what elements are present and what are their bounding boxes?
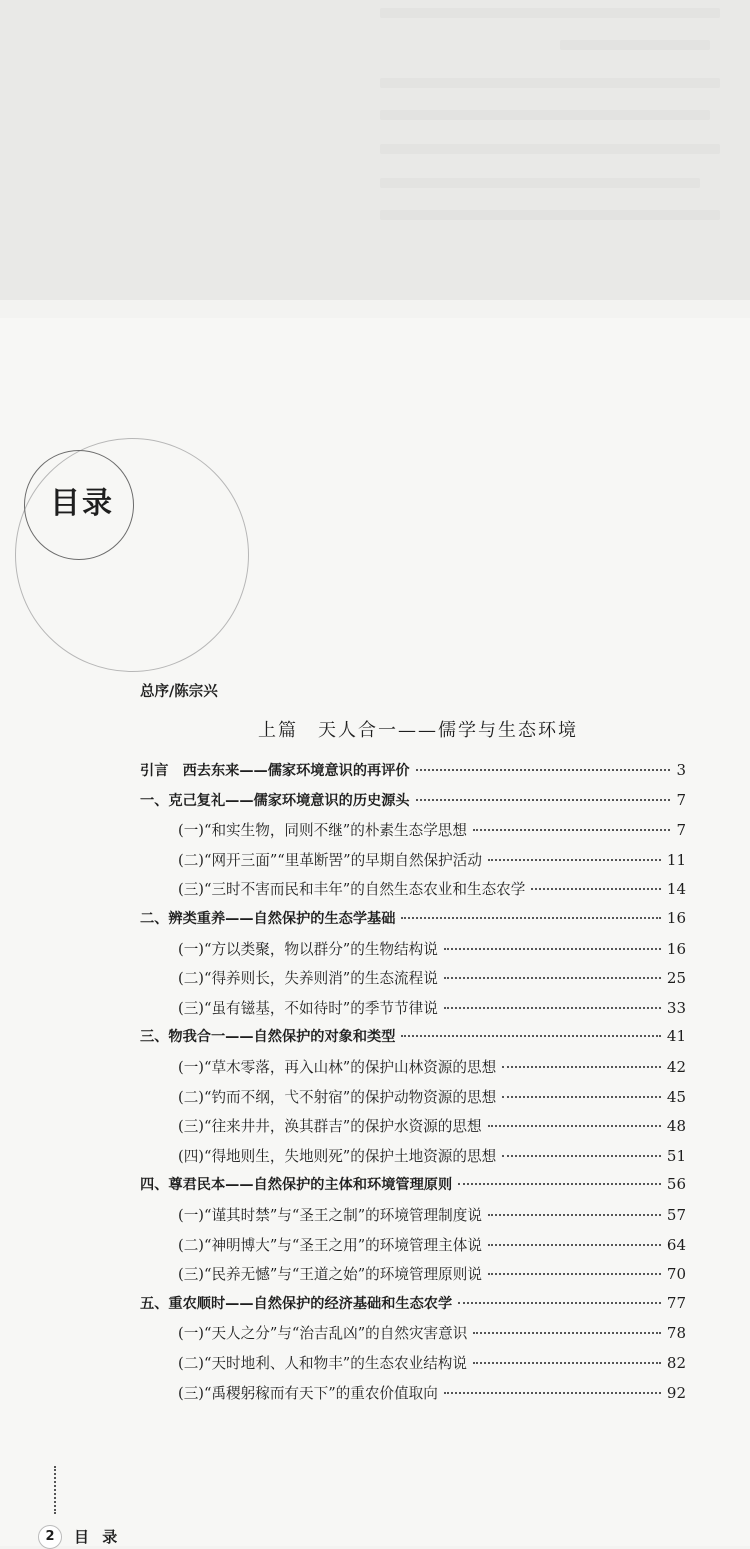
toc-entry-title: 引言 西去东来——儒家环境意识的再评价 (140, 763, 410, 779)
dot-leader (401, 917, 661, 919)
toc-entry-title: 三、物我合一——自然保护的对象和类型 (140, 1029, 396, 1046)
toc-entry-page: 7 (676, 821, 686, 840)
toc-entry-page: 92 (666, 1383, 686, 1402)
dot-leader (502, 1096, 661, 1098)
toc-entry-page: 56 (666, 1175, 686, 1194)
toc-entry-title: 四、尊君民本——自然保护的主体和环境管理原则 (140, 1177, 453, 1194)
toc-entry-title: 二、辨类重养——自然保护的生态学基础 (140, 911, 396, 927)
toc-chapter-entry[interactable] (140, 908, 686, 937)
toc-entry-title: (三)“禹稷躬稼而有天下”的重农价值取向 (178, 1384, 438, 1402)
toc-entry-page: 64 (666, 1235, 686, 1254)
dot-leader (458, 1183, 661, 1185)
dot-leader (502, 1155, 661, 1157)
toc-entry-page: 11 (666, 850, 686, 869)
toc-section-entry[interactable] (178, 1234, 686, 1263)
dot-leader (458, 1302, 661, 1304)
toc-entry-page: 41 (666, 1027, 686, 1046)
toc-entry-title: (一)“天人之分”与“治吉乱凶”的自然灾害意识 (178, 1325, 468, 1343)
dot-leader (488, 1214, 661, 1216)
toc-section-entry[interactable] (178, 1352, 686, 1381)
toc-entry-title: (四)“得地则生，失地则死”的保护土地资源的思想 (178, 1147, 497, 1165)
toc-section-entry[interactable] (178, 819, 686, 848)
dot-leader (473, 1332, 661, 1334)
dot-leader (488, 1125, 661, 1127)
toc-entry-page: 77 (666, 1293, 686, 1312)
toc-section-entry[interactable] (178, 1056, 686, 1085)
toc-section-entry[interactable] (178, 1382, 686, 1411)
dot-leader (502, 1066, 661, 1068)
dot-leader (531, 888, 661, 890)
toc-chapter-entry[interactable] (140, 760, 686, 789)
toc-entry-title: (一)“和实生物，同则不继”的朴素生态学思想 (178, 822, 467, 840)
toc-chapter-entry[interactable] (140, 1293, 686, 1322)
dot-leader (444, 1392, 661, 1394)
toc-entry-page: 45 (666, 1087, 686, 1106)
previous-page-bleed (0, 0, 750, 300)
dot-leader (488, 1273, 661, 1275)
toc-entry-title: (一)“草木零落，再入山林”的保护山林资源的思想 (178, 1059, 497, 1076)
toc-section-entry[interactable] (178, 849, 686, 878)
toc-entry-page: 25 (666, 969, 686, 988)
toc-entry-title: (一)“方以类聚，物以群分”的生物结构说 (178, 940, 438, 958)
running-footer-label: 目 录 (74, 1528, 122, 1546)
dot-leader (488, 859, 661, 861)
toc-entry-title: (三)“往来井井，涣其群吉”的保护水资源的思想 (178, 1118, 482, 1136)
ghost-text-line (380, 178, 700, 188)
ghost-text-line (380, 144, 720, 154)
toc-entry-title: (二)“天时地利、人和物丰”的生态农业结构说 (178, 1355, 467, 1372)
toc-entry-title: (三)“民养无憾”与“王道之始”的环境管理原则说 (178, 1266, 482, 1284)
footer-dotted-rule (54, 1466, 56, 1514)
toc-entry-title: (二)“网开三面”“里革断罟”的早期自然保护活动 (178, 851, 482, 869)
toc-entry-page: 70 (666, 1265, 686, 1284)
ghost-text-line (380, 78, 720, 88)
toc-entry-page: 57 (666, 1206, 686, 1224)
dot-leader (473, 829, 670, 831)
toc-entry-page: 42 (666, 1058, 686, 1076)
toc-entry-page: 16 (666, 909, 686, 927)
toc-section-entry[interactable] (178, 1322, 686, 1351)
preface-entry[interactable]: 总序/陈宗兴 (140, 684, 218, 700)
toc-section-entry[interactable] (178, 1115, 686, 1144)
toc-entry-title: 一、克己复礼——儒家环境意识的历史源头 (140, 792, 410, 809)
toc-entry-page: 82 (666, 1354, 686, 1372)
toc-entry-page: 7 (676, 790, 686, 809)
toc-entry-title: (二)“得养则长，失养则消”的生态流程说 (178, 970, 438, 988)
toc-entry-title: (三)“虽有镃基，不如待时”的季节节律说 (178, 999, 438, 1017)
toc-section-entry[interactable] (178, 1204, 686, 1233)
dot-leader (401, 1035, 661, 1037)
toc-chapter-entry[interactable] (140, 790, 686, 819)
toc-entry-title: (一)“谨其时禁”与“圣王之制”的环境管理制度说 (178, 1207, 482, 1224)
toc-section-entry[interactable] (178, 1086, 686, 1115)
dot-leader (444, 1007, 661, 1009)
toc-entry-page: 3 (676, 761, 686, 779)
toc-entry-page: 51 (666, 1146, 686, 1165)
page-title: 目录 (50, 486, 114, 521)
ghost-text-line (380, 8, 720, 18)
ghost-text-line (560, 40, 710, 50)
ghost-text-line (380, 110, 710, 120)
toc-chapter-entry[interactable] (140, 1174, 686, 1203)
dot-leader (473, 1362, 661, 1364)
toc-entry-page: 33 (666, 998, 686, 1017)
dot-leader (416, 769, 671, 771)
dot-leader (416, 799, 671, 801)
toc-entry-title: (三)“三时不害而民和丰年”的自然生态农业和生态农学 (178, 881, 526, 899)
ghost-text-line (380, 210, 720, 220)
toc-entry-title: (二)“神明博大”与“圣王之用”的环境管理主体说 (178, 1236, 482, 1254)
toc-entry-page: 78 (666, 1324, 686, 1343)
toc-entry-page: 16 (666, 939, 686, 958)
toc-section-entry[interactable] (178, 938, 686, 967)
toc-entry-page: 14 (666, 880, 686, 899)
toc-section-entry[interactable] (178, 1263, 686, 1292)
dot-leader (444, 948, 661, 950)
toc-chapter-entry[interactable] (140, 1026, 686, 1055)
dot-leader (444, 977, 661, 979)
toc-entry-page: 48 (666, 1117, 686, 1136)
toc-section-entry[interactable] (178, 878, 686, 907)
toc-entry-title: 五、重农顺时——自然保护的经济基础和生态农学 (140, 1295, 453, 1312)
toc-section-entry[interactable] (178, 967, 686, 996)
page-number-badge: 2 (38, 1525, 62, 1549)
toc-entry-title: (二)“钓而不纲，弋不射宿”的保护动物资源的思想 (178, 1088, 497, 1106)
dot-leader (488, 1244, 661, 1246)
toc-section-entry[interactable] (178, 997, 686, 1026)
part-heading: 上篇 天人合一——儒学与生态环境 (258, 720, 578, 741)
toc-section-entry[interactable] (178, 1145, 686, 1174)
